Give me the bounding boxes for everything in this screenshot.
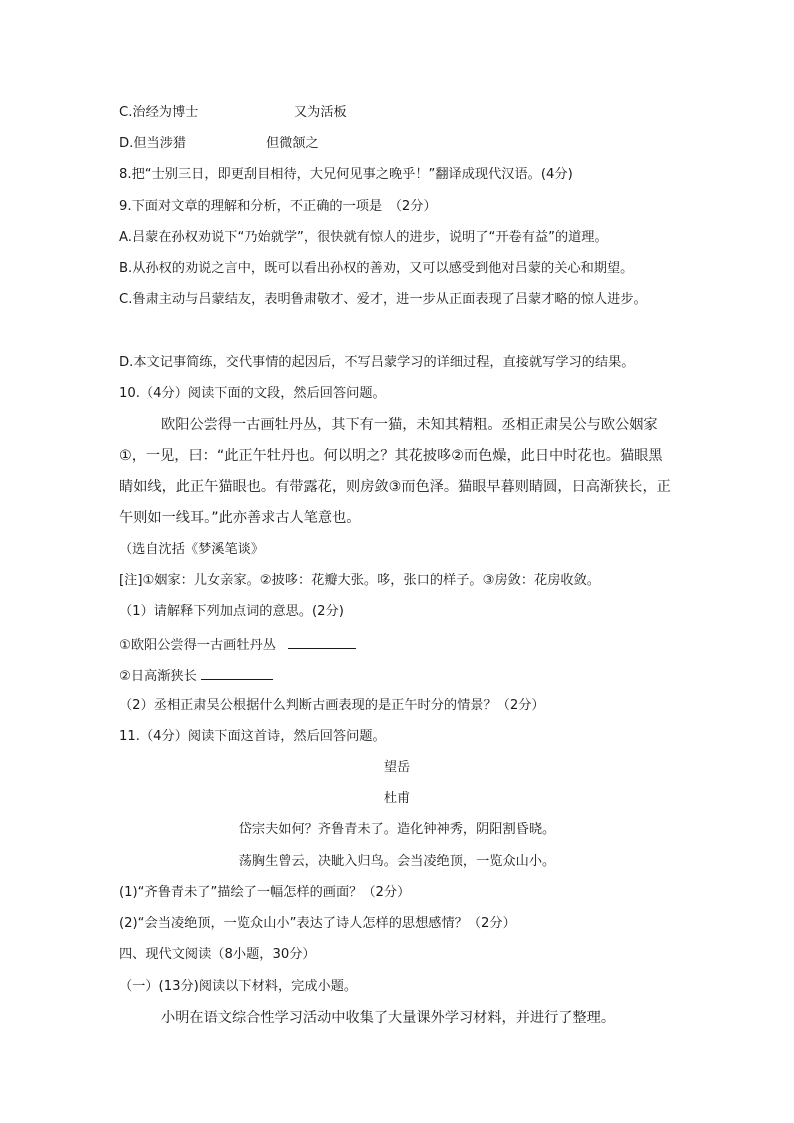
option-c-left: C.治经为博士 bbox=[119, 105, 199, 120]
poem-line-2: 荡胸生曾云，决眦入归鸟。会当凌绝顶，一览众山小。 bbox=[238, 854, 556, 869]
option-d-left: D.但当涉猎 bbox=[119, 136, 187, 151]
passage-line-4: 午则如一线耳。”此亦善求古人笔意也。 bbox=[119, 510, 361, 526]
question-11-part-2: (2)“会当凌绝顶，一览众山小”表达了诗人怎样的思想感情？（2分） bbox=[119, 916, 516, 931]
question-10-part-1a bbox=[119, 634, 356, 655]
passage-notes: [注]①姻家：儿女亲家。②披哆：花瓣大张。哆，张口的样子。③房敛：花房收敛。 bbox=[119, 573, 600, 588]
question-9-option-c: C.鲁肃主动与吕蒙结友，表明鲁肃敬才、爱才，进一步从正面表现了吕蒙才略的惊人进步。 bbox=[119, 292, 647, 307]
question-9-option-d: D.本文记事简练，交代事情的起因后，不写吕蒙学习的详细过程，直接就写学习的结果。 bbox=[119, 355, 635, 370]
question-8: 8.把“士别三日，即更刮目相待，大兄何见事之晚乎！”翻译成现代汉语。(4分) bbox=[119, 167, 573, 182]
poem-title: 望岳 bbox=[383, 760, 411, 775]
poem-line-1: 岱宗夫如何？齐鲁青未了。造化钟神秀，阴阳割昏晓。 bbox=[238, 822, 556, 837]
passage-line-2: ①，一见，曰：“此正午牡丹也。何以明之？其花披哆②而色燥，此日中时花也。猫眼黑 bbox=[119, 448, 663, 464]
option-d bbox=[119, 135, 319, 153]
question-9-option-b: B.从孙权的劝说之言中，既可以看出孙权的善劝，又可以感受到他对吕蒙的关心和期望。 bbox=[119, 261, 634, 276]
question-11: 11.（4分）阅读下面这首诗，然后回答问题。 bbox=[119, 729, 386, 744]
material-intro: 小明在语文综合性学习活动中收集了大量课外学习材料，并进行了整理。 bbox=[161, 1010, 616, 1026]
question-10-part-1a-text: ①欧阳公尝得一古画牡丹丛 bbox=[119, 638, 276, 653]
section-4-heading: 四、现代文阅读（8小题，30分） bbox=[119, 947, 316, 962]
option-c-right: 又为活板 bbox=[294, 105, 347, 120]
question-9: 9.下面对文章的理解和分析，不正确的一项是 （2分） bbox=[119, 199, 437, 214]
passage-source: （选自沈括《梦溪笔谈》 bbox=[119, 542, 265, 557]
question-10-part-2: （2）丞相正肃吴公根据什么判断古画表现的是正午时分的情景？（2分） bbox=[119, 698, 545, 713]
question-11-part-1: (1)“齐鲁青未了”描绘了一幅怎样的画面？（2分） bbox=[119, 885, 411, 900]
answer-blank-1[interactable] bbox=[288, 634, 356, 649]
passage-line-1: 欧阳公尝得一古画牡丹丛，其下有一猫，未知其精粗。丞相正肃吴公与欧公姻家 bbox=[161, 417, 658, 433]
poem-author: 杜甫 bbox=[383, 791, 411, 806]
answer-blank-2[interactable] bbox=[201, 665, 273, 680]
question-9-option-a: A.吕蒙在孙权劝说下“乃始就学”，很快就有惊人的进步，说明了“开卷有益”的道理。 bbox=[119, 230, 608, 245]
option-d-right: 但微颔之 bbox=[266, 136, 319, 151]
subsection-1-heading: （一）(13分)阅读以下材料，完成小题。 bbox=[119, 979, 358, 994]
question-10-part-1b bbox=[119, 665, 273, 686]
passage-line-3: 睛如线，此正午猫眼也。有带露花，则房敛③而色泽。猫眼早暮则睛圆，日高渐狭长，正 bbox=[119, 479, 671, 495]
question-10: 10.（4分）阅读下面的文段，然后回答问题。 bbox=[119, 386, 386, 401]
question-10-part-1: （1）请解释下列加点词的意思。(2分) bbox=[119, 604, 344, 619]
question-10-part-1b-text: ②日高渐狭长 bbox=[119, 669, 197, 684]
option-c bbox=[119, 104, 347, 122]
